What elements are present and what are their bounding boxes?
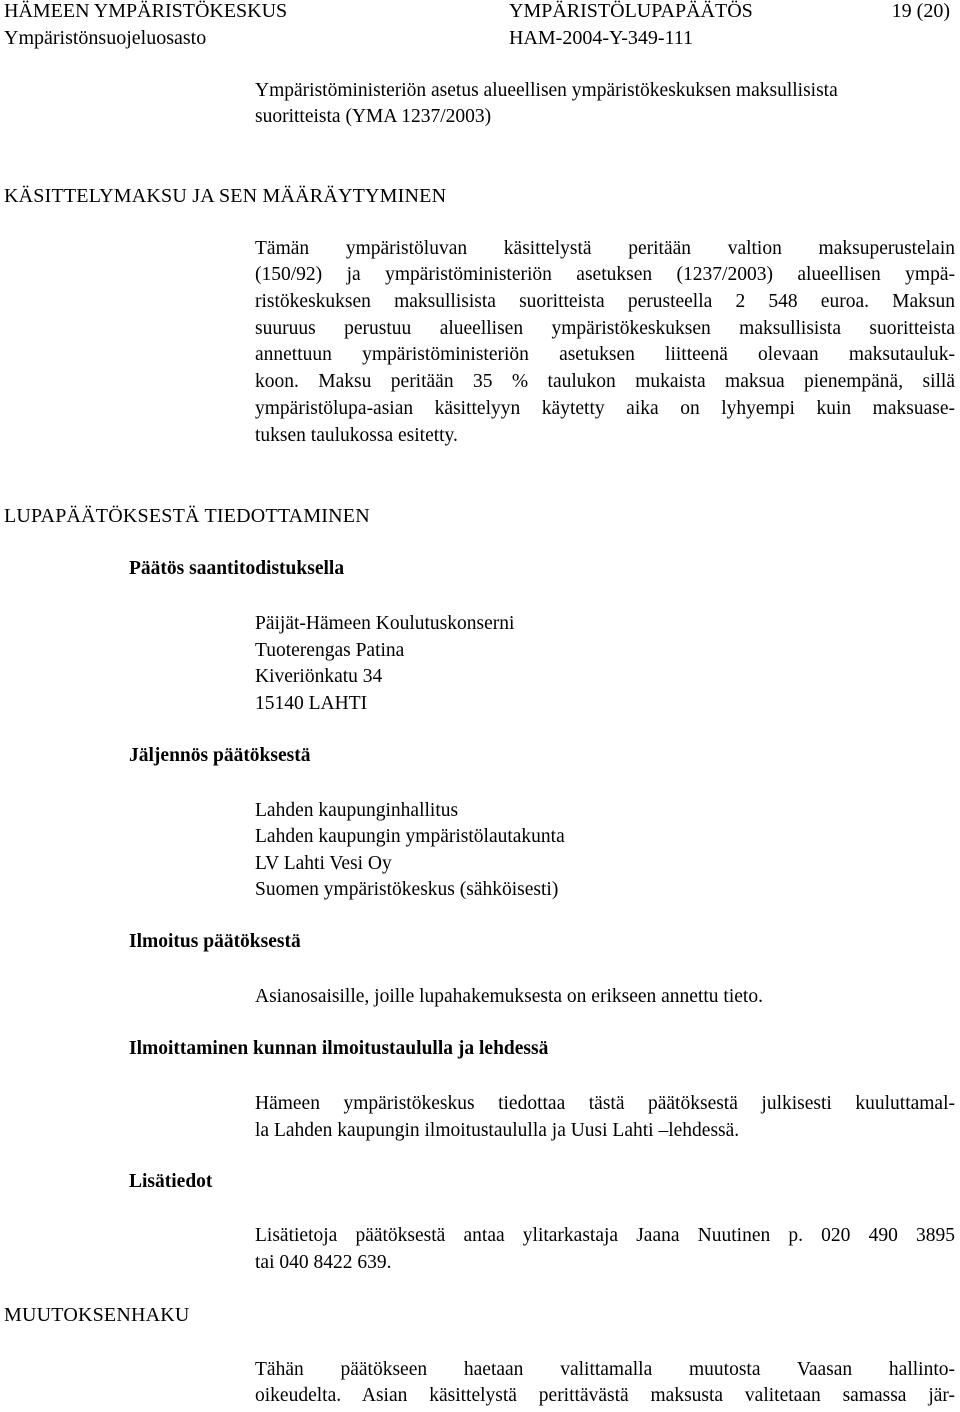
section-heading-appeal: MUUTOKSENHAKU (4, 1304, 190, 1326)
subheading-info: Lisätiedot (129, 1171, 213, 1192)
header-unit: Ympäristönsuojeluosasto (4, 27, 207, 49)
announcement-line-1: Asianosaisille, joille lupahakemuksesta on erikseen annettu tieto. (255, 986, 763, 1007)
copy-recipient-line-3: LV Lahti Vesi Oy (255, 853, 392, 874)
info-line-2: tai 040 8422 639. (255, 1252, 392, 1273)
copy-recipient-line-2: Lahden kaupungin ympäristölautakunta (255, 826, 565, 847)
subheading-decision: Päätös saantitodistuksella (129, 558, 345, 579)
intro-line-1: Ympäristöministeriön asetus alueellisen ympäristökeskuksen maksullisista (255, 80, 838, 101)
appeal-line-1: Tähän päätökseen haetaan valittamalla muutosta Vaasan hallinto- (255, 1359, 955, 1380)
header-org: HÄMEEN YMPÄRISTÖKESKUS (4, 0, 288, 22)
fee-line-7: ympäristölupa-asian käsittelyyn käytetty aika on lyhyempi kuin maksuase- (255, 398, 955, 419)
header-doc-type: YMPÄRISTÖLUPAPÄÄTÖS (509, 0, 753, 22)
subheading-announcement: Ilmoitus päätöksestä (129, 931, 301, 952)
fee-line-2: (150/92) ja ympäristöministeriön asetuksen (1237/2003) alueellisen ympä- (255, 264, 955, 285)
header-doc-id: HAM-2004-Y-349-111 (509, 27, 694, 49)
bulletin-line-2: la Lahden kaupungin ilmoitustaululla ja Uusi Lahti –lehdessä. (255, 1120, 740, 1141)
decision-recipient-line-2: Tuoterengas Patina (255, 640, 405, 661)
header-page-number: 19 (20) (891, 0, 950, 22)
info-line-1: Lisätietoja päätöksestä antaa ylitarkastaja Jaana Nuutinen p. 020 490 3895 (255, 1225, 955, 1246)
fee-line-6: koon. Maksu peritään 35 % taulukon mukaista maksua pienempänä, sillä (255, 371, 955, 392)
copy-recipient-line-4: Suomen ympäristökeskus (sähköisesti) (255, 879, 559, 900)
subheading-bulletin: Ilmoittaminen kunnan ilmoitustaululla ja lehdessä (129, 1038, 549, 1059)
fee-line-8: tuksen taulukossa esitetty. (255, 425, 458, 446)
decision-recipient-line-4: 15140 LAHTI (255, 693, 368, 714)
section-heading-fee: KÄSITTELYMAKSU JA SEN MÄÄRÄYTYMINEN (4, 185, 447, 207)
subheading-copy: Jäljennös päätöksestä (129, 745, 311, 766)
fee-line-1: Tämän ympäristöluvan käsittelystä peritään valtion maksuperustelain (255, 238, 955, 259)
fee-line-5: annettuun ympäristöministeriön asetuksen liitteenä olevaan maksutauluk- (255, 344, 955, 365)
decision-recipient-line-3: Kiveriönkatu 34 (255, 666, 383, 687)
copy-recipient-line-1: Lahden kaupunginhallitus (255, 800, 459, 821)
fee-line-4: suuruus perustuu alueellisen ympäristökeskuksen maksullisista suoritteista (255, 318, 955, 339)
section-heading-notice: LUPAPÄÄTÖKSESTÄ TIEDOTTAMINEN (4, 505, 370, 527)
intro-line-2: suoritteista (YMA 1237/2003) (255, 106, 492, 127)
bulletin-line-1: Hämeen ympäristökeskus tiedottaa tästä päätöksestä julkisesti kuuluttamal- (255, 1093, 955, 1114)
decision-recipient-line-1: Päijät-Hämeen Koulutuskonserni (255, 613, 515, 634)
appeal-line-2: oikeudelta. Asian käsittelystä perittävästä maksusta valitetaan samassa jär- (255, 1385, 955, 1406)
fee-line-3: ristökeskuksen maksullisista suoritteista perusteella 2 548 euroa. Maksun (255, 291, 955, 312)
